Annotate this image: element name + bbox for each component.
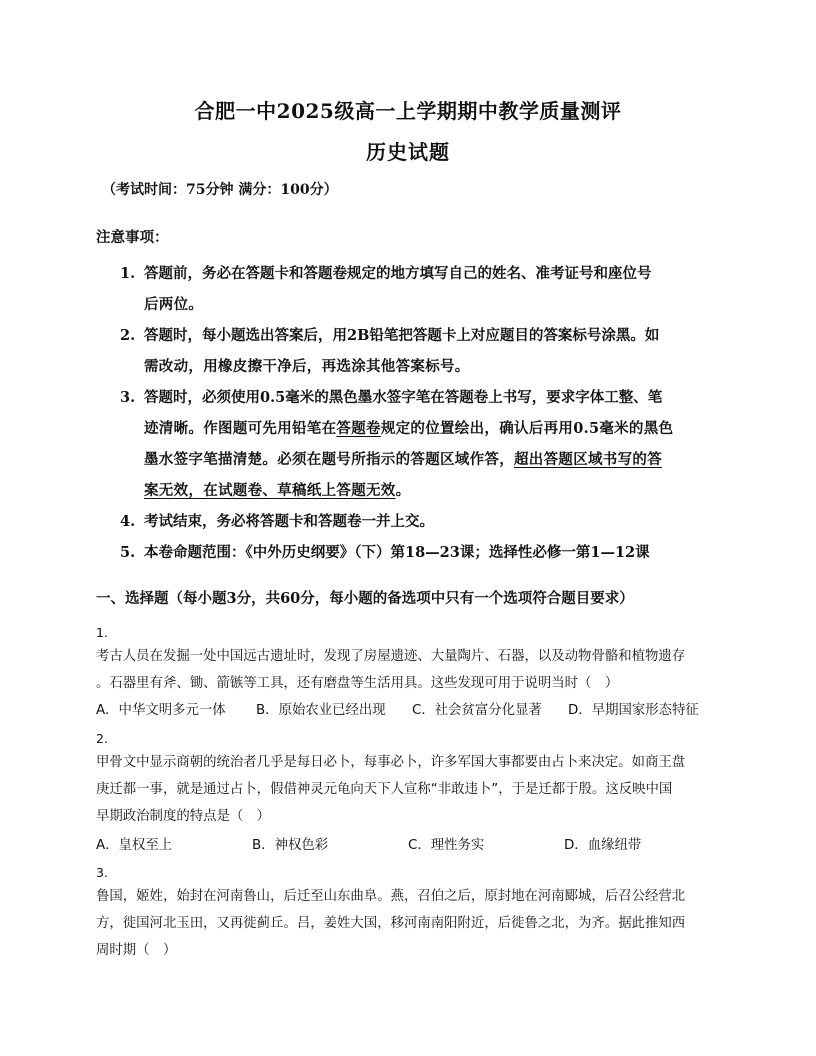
- note-number: 2.: [120, 327, 136, 344]
- note-number: 5.: [120, 544, 136, 561]
- note-item-1: [120, 258, 716, 289]
- question-text: 考古人员在发掘一处中国远古遗址时，发现了房屋遗迹、大量陶片、石器，以及动物骨骼和植物遗存: [96, 649, 686, 664]
- option-c: C．理性务实: [408, 838, 485, 853]
- question-text: 庚迁都一事，就是通过占卜，假借神灵元龟向天下人宣称“非敢违卜”，于是迁都于殷。这反映中国: [96, 782, 673, 797]
- option-b: B．神权色彩: [252, 838, 329, 853]
- note-text: 墨水签字笔描清楚。必须在题号所指示的答题区域作答，: [144, 451, 514, 468]
- question-number: 1.: [96, 625, 108, 640]
- question-text: 早期政治制度的特点是（ ）: [96, 809, 271, 824]
- note-item-3: [120, 382, 716, 413]
- note-item-2: [120, 320, 716, 351]
- question-text: 周时期（ ）: [96, 943, 177, 958]
- note-text: 答题时，必须使用0.5毫米的黑色墨水签字笔在答题卷上书写，要求字体工整、笔: [144, 389, 663, 406]
- underlined-text: 超出答题区域书写的答: [514, 451, 662, 468]
- note-item-3-line-3: [144, 444, 716, 475]
- note-text: 本卷命题范围：《中外历史纲要》（下）第18—23课；选择性必修一第1—12课: [144, 544, 650, 561]
- note-text: 迹清晰。作图题可先用铅笔在: [144, 420, 337, 437]
- note-number: 3.: [120, 389, 136, 406]
- question-text: 甲骨文中显示商朝的统治者几乎是每日必卜，每事必卜，许多军国大事都要由占卜来决定。如商王盘: [96, 755, 686, 770]
- question-text: 方，徙国河北玉田，又再徙蓟丘。吕，姜姓大国，移河南南阳附近，后徙鲁之北，为齐。据此推知西: [96, 916, 686, 931]
- option-d: D．早期国家形态特征: [568, 703, 699, 718]
- option-a: A．皇权至上: [96, 838, 173, 853]
- note-text: 规定的位置绘出，确认后再用0.5毫米的黑色: [380, 420, 674, 437]
- note-text: 考试结束，务必将答题卡和答题卷一并上交。: [144, 513, 434, 530]
- note-number: 1.: [120, 265, 136, 282]
- note-number: 4.: [120, 513, 136, 530]
- question-text: 鲁国，姬姓，始封在河南鲁山，后迁至山东曲阜。燕，召伯之后，原封地在河南郾城，后召公经营北: [96, 889, 686, 904]
- underlined-text: 案无效，在试题卷、草稿纸上答题无效: [144, 482, 396, 499]
- section-heading: 一、选择题（每小题3分，共60分，每小题的备选项中只有一个选项符合题目要求）: [96, 590, 634, 607]
- option-c: C．社会贫富分化显著: [412, 703, 542, 718]
- question-text: 。石器里有斧、锄、箭镞等工具，还有磨盘等生活用具。这些发现可用于说明当时（ ）: [96, 676, 619, 691]
- note-text: 答题时，每小题选出答案后，用2B铅笔把答题卡上对应题目的答案标号涂黑。如: [144, 327, 660, 344]
- exam-title: 合肥一中2025级高一上学期期中教学质量测评: [194, 99, 622, 123]
- question-options: [96, 701, 720, 721]
- option-b: B．原始农业已经出现: [256, 703, 386, 718]
- exam-subject-title: 历史试题: [366, 140, 450, 164]
- question-number: 3.: [96, 865, 108, 880]
- note-item-2-continuation: 需改动，用橡皮擦干净后，再选涂其他答案标号。: [144, 358, 470, 375]
- note-item-1-continuation: 后两位。: [144, 296, 204, 313]
- note-item-3-line-2: [144, 413, 716, 444]
- note-item-3-line-4: [144, 475, 716, 506]
- note-item-4: [120, 506, 716, 537]
- question-number: 2.: [96, 731, 108, 746]
- note-item-5: [120, 537, 716, 568]
- question-options: [96, 836, 720, 856]
- notes-heading: 注意事项：: [96, 229, 169, 246]
- option-a: A．中华文明多元一体: [96, 703, 226, 718]
- note-text: 答题前，务必在答题卡和答题卷规定的地方填写自己的姓名、准考证号和座位号: [144, 265, 652, 282]
- exam-time-score-info: （考试时间：75分钟 满分：100分）: [102, 182, 338, 198]
- option-d: D．血缘纽带: [564, 838, 642, 853]
- note-text: 。: [395, 482, 411, 499]
- underlined-text: 答题卷: [336, 420, 381, 437]
